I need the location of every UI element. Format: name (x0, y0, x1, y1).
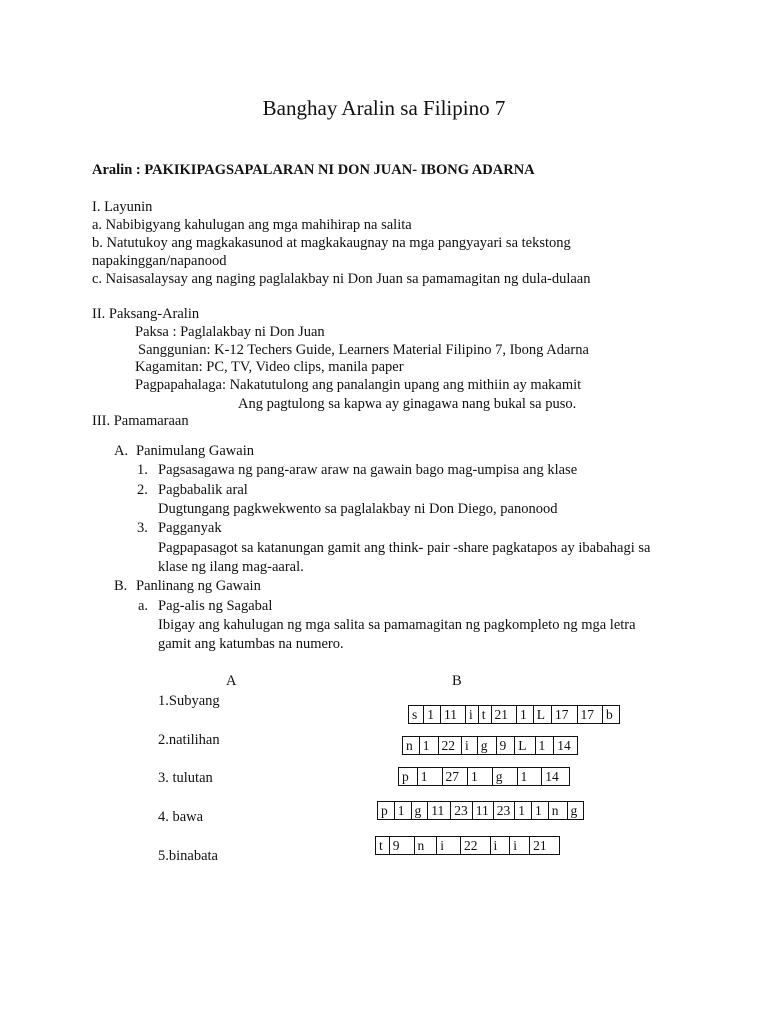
word-item: 5.binabata (158, 848, 218, 864)
code-cell: p (399, 768, 418, 786)
paksa-line: Paksa : Paglalakbay ni Don Juan (135, 324, 325, 340)
instructions-line: gamit ang katumbas na numero. (158, 636, 344, 652)
code-cell: g (477, 737, 496, 755)
code-cell: n (414, 837, 437, 855)
code-cell: 1 (535, 737, 554, 755)
pagpapahalaga-line: Pagpapahalaga: Nakatutulong ang panalangin upang ang mithiin ay makamit (135, 377, 582, 393)
code-cell: n (403, 737, 420, 755)
code-cell: i (437, 837, 461, 855)
code-cell: 17 (552, 706, 578, 724)
code-cell: 11 (472, 802, 493, 820)
layunin-item: a. Nabibigyang kahulugan ang mga mahihirap na salita (92, 217, 412, 233)
pagpapahalaga-line: Ang pagtulong sa kapwa ay ginagawa nang bukal sa puso. (238, 396, 577, 412)
layunin-item: c. Naisasalaysay ang naging paglalakbay ni Don Juan sa pamamagitan ng dula-dulaan (92, 271, 591, 287)
code-cell: t (478, 706, 491, 724)
code-cell: L (533, 706, 551, 724)
word-item: 2.natilihan (158, 732, 220, 748)
code-cell: 22 (438, 737, 462, 755)
column-b-heading: B (452, 673, 462, 689)
layunin-item: b. Natutukoy ang magkakasunod at magkakaugnay na mga pangyayari sa tekstong (92, 235, 571, 251)
document-title: Banghay Aralin sa Filipino 7 (262, 96, 506, 120)
code-cell: 1 (515, 802, 532, 820)
code-cell: 21 (491, 706, 517, 724)
list-item: Pagbabalik aral (158, 482, 248, 498)
code-table (398, 767, 570, 786)
code-cell: 1 (394, 802, 411, 820)
code-table (408, 705, 620, 724)
code-cell: 11 (428, 802, 451, 820)
code-cell: p (378, 802, 395, 820)
code-cell: i (490, 837, 510, 855)
section-a-title: Panimulang Gawain (136, 443, 254, 459)
code-cell: b (603, 706, 620, 724)
section-b-title: Panlinang ng Gawain (136, 578, 261, 594)
sub-title: Pag-alis ng Sagabal (158, 598, 273, 614)
code-cell: L (515, 737, 535, 755)
list-item: Dugtungang pagkwekwento sa paglalakbay ni Don Diego, panonood (158, 501, 558, 517)
code-cell: s (409, 706, 424, 724)
kagamitan-line: Kagamitan: PC, TV, Video clips, manila paper (135, 359, 404, 375)
word-item: 3. tulutan (158, 770, 213, 786)
sanggunian-line: Sanggunian: K-12 Techers Guide, Learners Material Filipino 7, Ibong Adarna (138, 342, 589, 358)
layunin-heading: I. Layunin (92, 199, 153, 215)
code-cell: 1 (517, 768, 542, 786)
lesson-title: Aralin : PAKIKIPAGSAPALARAN NI DON JUAN- IBONG ADARNA (92, 162, 535, 178)
code-cell: 23 (493, 802, 515, 820)
code-cell: 23 (451, 802, 473, 820)
code-cell: i (462, 737, 478, 755)
instructions-line: Ibigay ang kahulugan ng mga salita sa pamamagitan ng pagkompleto ng mga letra (158, 617, 636, 633)
code-table (402, 736, 578, 755)
code-table (375, 836, 560, 855)
code-cell: i (466, 706, 479, 724)
word-item: 1.Subyang (158, 693, 220, 709)
list-number: 2. (137, 482, 148, 498)
section-a-label: A. (114, 443, 129, 459)
list-number: 1. (137, 462, 148, 478)
code-cell: g (567, 802, 584, 820)
list-item: Pagpapasagot sa katanungan gamit ang think- pair -share pagkatapos ay ibabahagi sa (158, 540, 651, 556)
code-table (377, 801, 584, 820)
code-cell: 1 (417, 768, 442, 786)
word-item: 4. bawa (158, 809, 204, 825)
code-cell: t (376, 837, 390, 855)
list-item: klase ng ilang mag-aaral. (158, 559, 304, 575)
code-cell: 1 (517, 706, 534, 724)
list-item: Pagganyak (158, 520, 222, 536)
code-cell: 9 (389, 837, 414, 855)
column-a-heading: A (226, 673, 237, 689)
code-cell: 9 (496, 737, 515, 755)
code-cell: i (510, 837, 530, 855)
pamamaraan-heading: III. Pamamaraan (92, 413, 189, 429)
code-cell: g (492, 768, 517, 786)
section-b-label: B. (114, 578, 128, 594)
paksang-aralin-heading: II. Paksang-Aralin (92, 306, 200, 322)
code-cell: 21 (530, 837, 560, 855)
code-cell: 27 (442, 768, 468, 786)
code-cell: g (411, 802, 428, 820)
code-cell: 11 (441, 706, 466, 724)
code-cell: 1 (424, 706, 441, 724)
code-cell: 14 (554, 737, 578, 755)
layunin-item: napakinggan/napanood (92, 253, 227, 269)
code-cell: 14 (542, 768, 570, 786)
code-cell: 22 (461, 837, 491, 855)
list-item: Pagsasagawa ng pang-araw araw na gawain bago mag-umpisa ang klase (158, 462, 578, 478)
code-cell: 1 (468, 768, 493, 786)
code-cell: 1 (419, 737, 438, 755)
code-cell: n (548, 802, 567, 820)
code-cell: 17 (577, 706, 603, 724)
list-number: 3. (137, 520, 148, 536)
code-cell: 1 (532, 802, 549, 820)
sub-label: a. (138, 598, 149, 614)
